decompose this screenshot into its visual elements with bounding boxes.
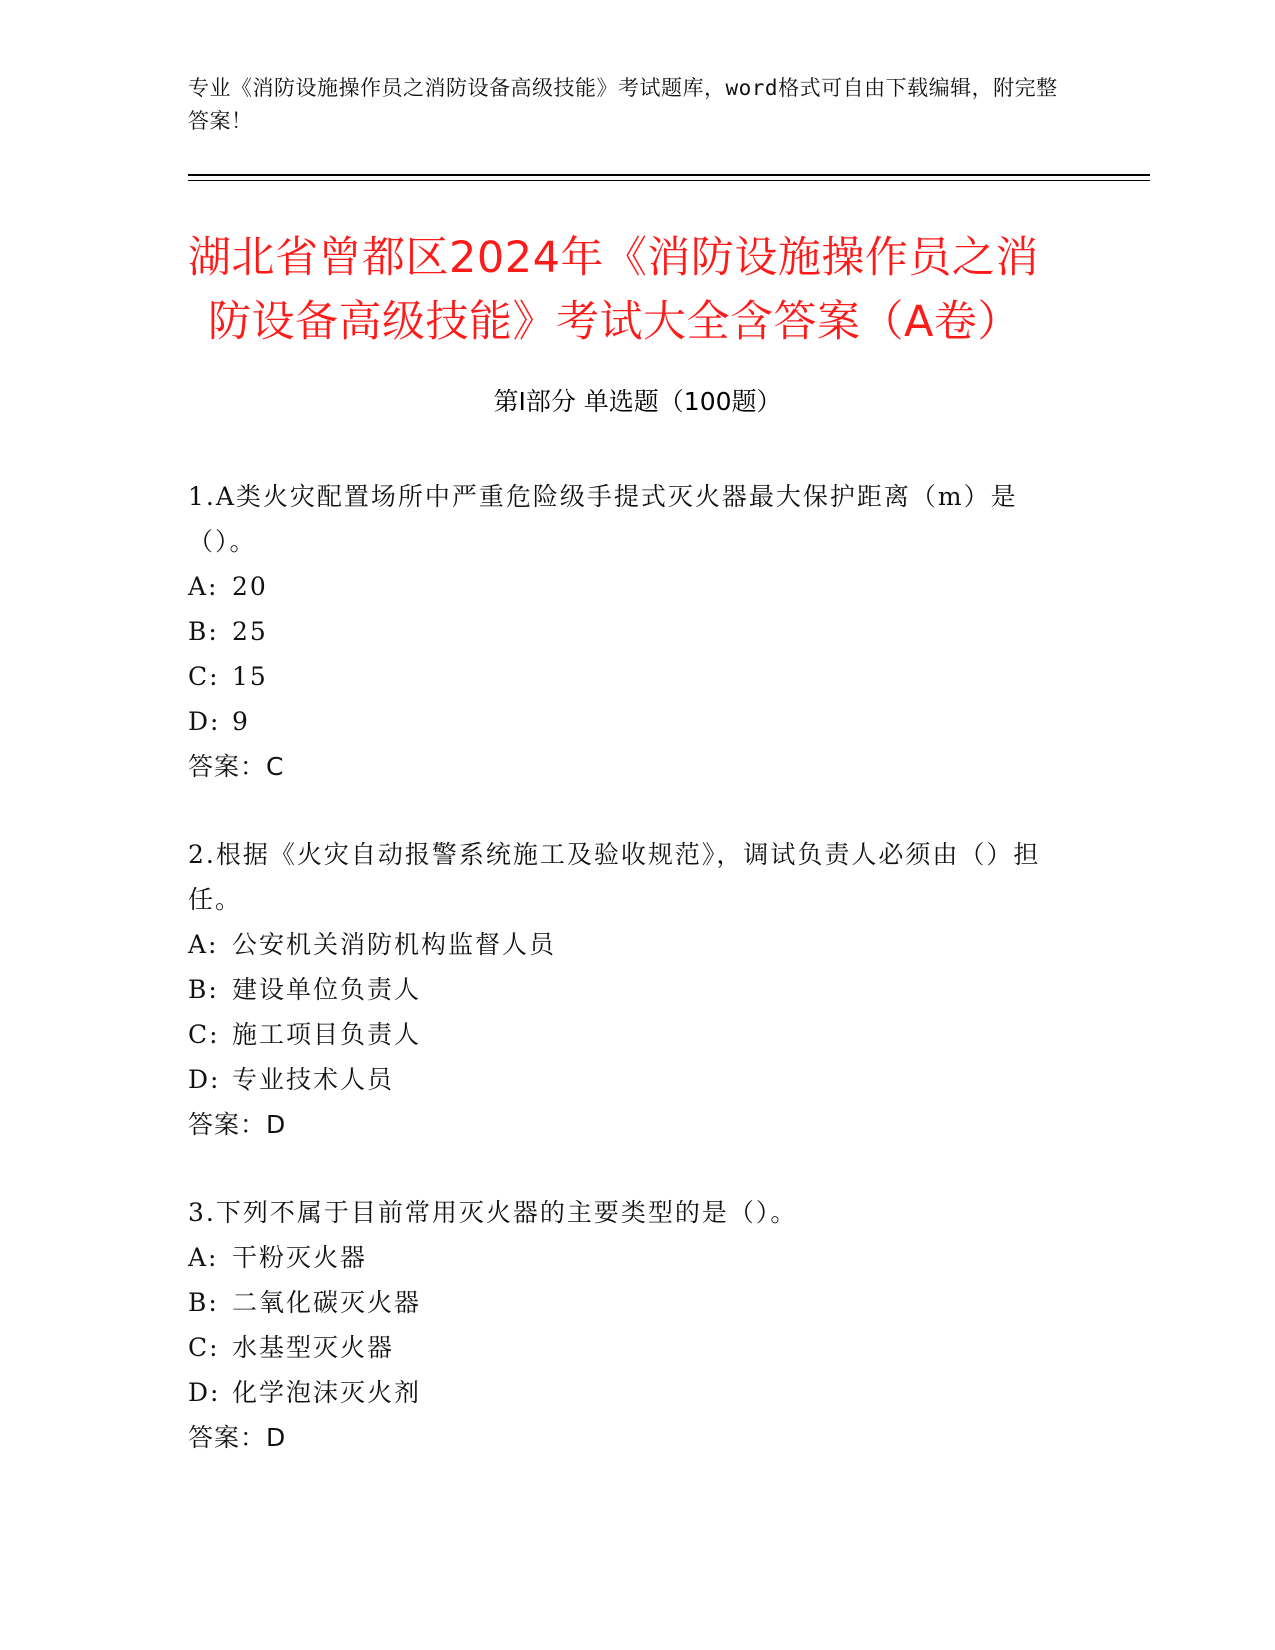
option-text: 二氧化碳灭火器 <box>232 1288 422 1317</box>
question-1 <box>188 474 1068 789</box>
option-key: A: <box>188 930 219 959</box>
question-2 <box>188 832 1068 1147</box>
option-text: 水基型灭火器 <box>232 1333 395 1362</box>
option-text: 公安机关消防机构监督人员 <box>232 930 557 959</box>
document-title-line1: 湖北省曾都区2024年《消防设施操作员之消 <box>188 233 1039 283</box>
question-stem: 1.A类火灾配置场所中严重危险级手提式灭火器最大保护距离（m）是（）。 <box>188 482 1018 556</box>
answer-line: 答案：D <box>188 1423 287 1452</box>
option-text: 9 <box>232 707 250 736</box>
option-text: 15 <box>232 662 268 691</box>
option-key: B: <box>188 1288 219 1317</box>
option-a <box>188 1235 1068 1280</box>
question-stem: 2.根据《火灾自动报警系统施工及验收规范》，调试负责人必须由（）担任。 <box>188 840 1041 914</box>
option-text: 化学泡沫灭火剂 <box>232 1378 422 1407</box>
option-key: D: <box>188 707 221 736</box>
option-d <box>188 1370 1068 1415</box>
option-text: 施工项目负责人 <box>232 1020 422 1049</box>
question-list <box>188 474 1068 1503</box>
option-key: C: <box>188 662 220 691</box>
option-text: 干粉灭火器 <box>232 1243 368 1272</box>
option-b <box>188 609 1068 654</box>
question-3 <box>188 1190 1068 1460</box>
header-divider-thick <box>188 174 1150 176</box>
option-d <box>188 699 1068 744</box>
question-stem: 3.下列不属于目前常用灭火器的主要类型的是（）。 <box>188 1198 798 1227</box>
option-key: D: <box>188 1065 221 1094</box>
document-title <box>188 226 1108 354</box>
option-b <box>188 1280 1068 1325</box>
option-key: C: <box>188 1333 220 1362</box>
header-note: 专业《消防设施操作员之消防设备高级技能》考试题库，word格式可自由下载编辑，附完整答案！ <box>188 76 1058 133</box>
answer-line: 答案：D <box>188 1110 287 1139</box>
option-c <box>188 654 1068 699</box>
option-c <box>188 1012 1068 1057</box>
option-text: 建设单位负责人 <box>232 975 422 1004</box>
option-key: C: <box>188 1020 220 1049</box>
option-text: 20 <box>232 572 268 601</box>
answer-line: 答案：C <box>188 752 285 781</box>
document-title-line2: 防设备高级技能》考试大全含答案（A卷） <box>208 297 1021 347</box>
option-key: A: <box>188 572 219 601</box>
option-b <box>188 967 1068 1012</box>
option-a <box>188 922 1068 967</box>
option-d <box>188 1057 1068 1102</box>
option-c <box>188 1325 1068 1370</box>
option-key: A: <box>188 1243 219 1272</box>
option-key: D: <box>188 1378 221 1407</box>
header-divider-thin <box>188 180 1150 181</box>
option-key: B: <box>188 617 219 646</box>
option-text: 专业技术人员 <box>232 1065 395 1094</box>
option-a <box>188 564 1068 609</box>
option-text: 25 <box>232 617 268 646</box>
option-key: B: <box>188 975 219 1004</box>
section-heading: 第Ⅰ部分 单选题（100题） <box>493 387 782 416</box>
